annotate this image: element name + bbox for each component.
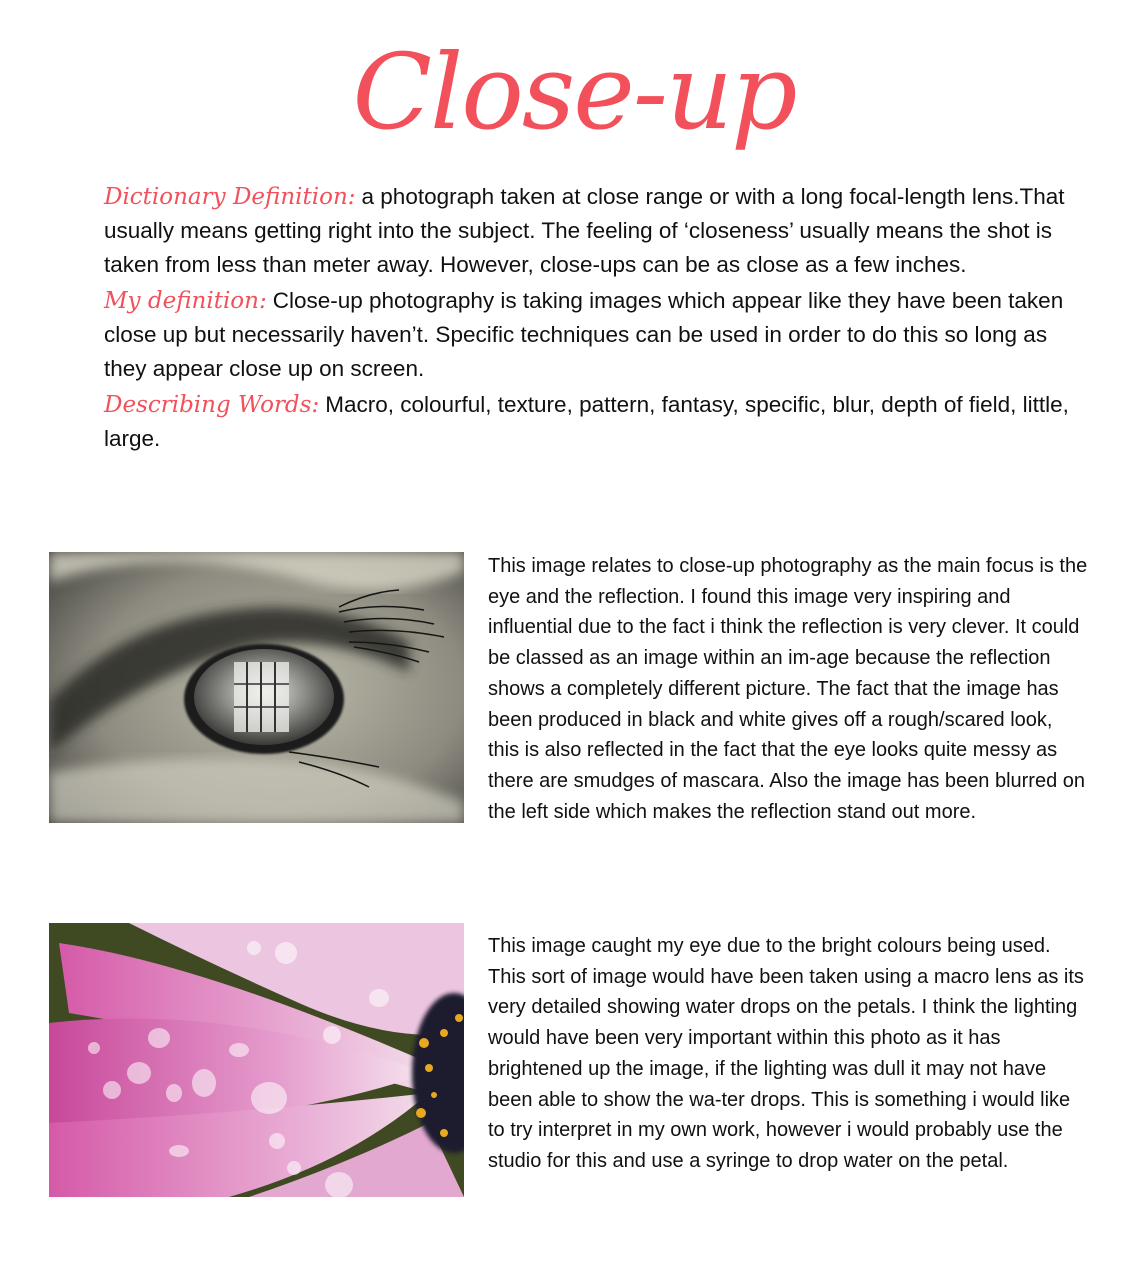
definitions-block <box>104 180 1094 456</box>
describing-words-text: Macro, colourful, texture, pattern, fantasy, specific, blur, depth of field, little, large. <box>104 392 1069 451</box>
dictionary-definition-label: Dictionary Definition: <box>104 184 356 210</box>
flower-photo-caption: This image caught my eye due to the bright colours being used. This sort of image would have been taken using a macro lens as its very detailed showing water drops on the petals. I think the lighting would have been very important within this photo as it has brightened up the image, if the lighting was dull it may not have been able to show the wa-ter drops. This is something i would like to try interpret in my own work, however i would probably use the studio for this and use a syringe to drop water on the petal. <box>488 935 1084 1172</box>
my-definition-text: Close-up photography is taking images which appear like they have been taken close up but necessarily haven’t. Specific techniques can be used in order to do this so long as they appear close up on screen. <box>104 288 1064 381</box>
page-title: Close-up <box>352 31 796 153</box>
describing-words <box>104 388 1094 456</box>
dictionary-definition-text: a photograph taken at close range or with a long focal-length lens.That usually means getting right into the subject. The feeling of ‘closeness’ usually means the shot is taken from less than meter away. However, close-ups can be as close as a few inches. <box>104 184 1065 277</box>
my-definition <box>104 284 1094 386</box>
eye-photo <box>49 552 464 823</box>
describing-words-label: Describing Words: <box>104 392 320 418</box>
eye-photo-caption: This image relates to close-up photography as the main focus is the eye and the reflection. I found this image very inspiring and influential due to the fact i think the reflection is very clever. It could be classed as an image within an im-age because the reflection shows a completely different picture. The fact that the image has been produced in black and white gives off a rough/scared look, this is also reflected in the fact that the eye looks quite messy as there are smudges of mascara. Also the image has been blurred on the left side which makes the reflection stand out more. <box>488 555 1088 823</box>
flower-photo <box>49 923 464 1197</box>
dictionary-definition <box>104 180 1094 282</box>
my-definition-label: My definition: <box>104 288 267 314</box>
